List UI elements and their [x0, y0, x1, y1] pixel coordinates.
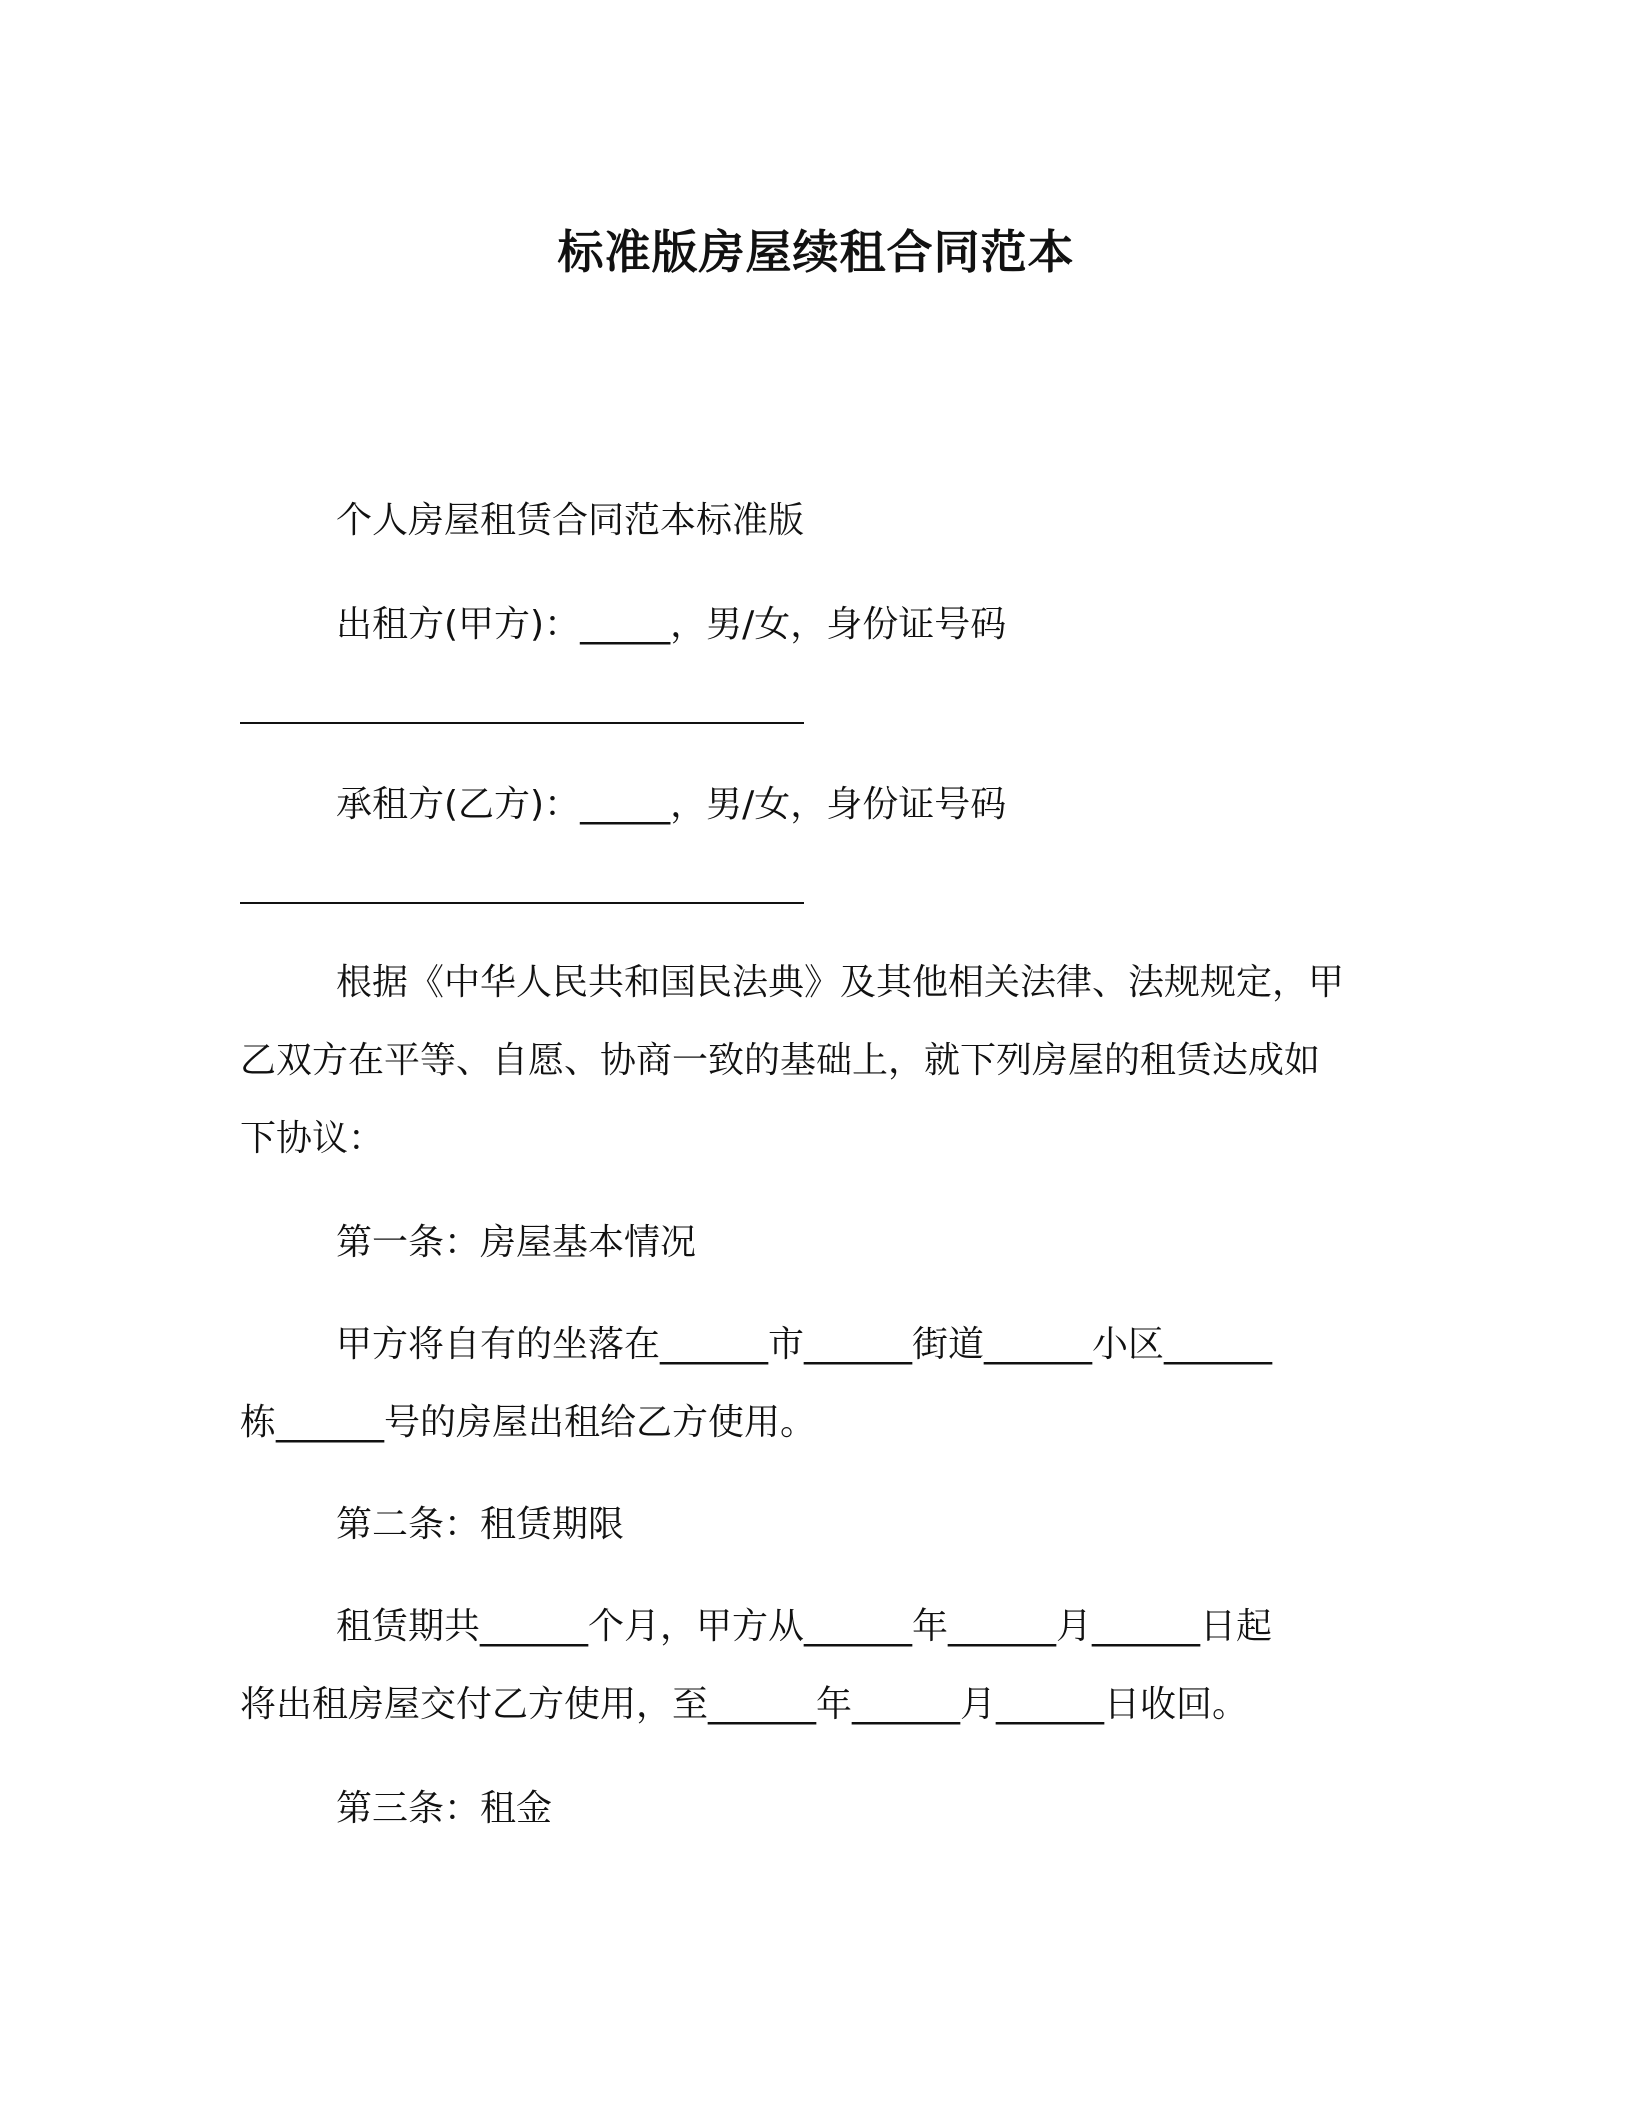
contract-subtitle: 个人房屋租赁合同范本标准版 [336, 500, 805, 541]
lessor-line: 出租方(甲方)：_____，男/女，身份证号码 [336, 604, 1007, 645]
lessee-id-blank [240, 902, 804, 904]
article-2-line-1: 租赁期共______个月，甲方从______年______月______日起 [336, 1606, 1273, 1647]
lessee-line: 承租方(乙方)：_____，男/女，身份证号码 [336, 784, 1007, 825]
article-1-heading: 第一条：房屋基本情况 [336, 1222, 697, 1263]
article-1-line-1: 甲方将自有的坐落在______市______街道______小区______ [336, 1324, 1273, 1365]
lessor-id-blank [240, 722, 804, 724]
preamble-line-1: 根据《中华人民共和国民法典》及其他相关法律、法规规定，甲 [336, 962, 1345, 1003]
article-3-heading: 第三条：租金 [336, 1788, 553, 1829]
article-1-line-2: 栋______号的房屋出租给乙方使用。 [240, 1402, 817, 1443]
article-2-heading: 第二条：租赁期限 [336, 1504, 625, 1545]
preamble-line-2: 乙双方在平等、自愿、协商一致的基础上，就下列房屋的租赁达成如 [240, 1040, 1321, 1081]
document-title: 标准版房屋续租合同范本 [557, 225, 1075, 279]
preamble-line-3: 下协议： [240, 1118, 385, 1159]
article-2-line-2: 将出租房屋交付乙方使用，至______年______月______日收回。 [240, 1684, 1249, 1725]
